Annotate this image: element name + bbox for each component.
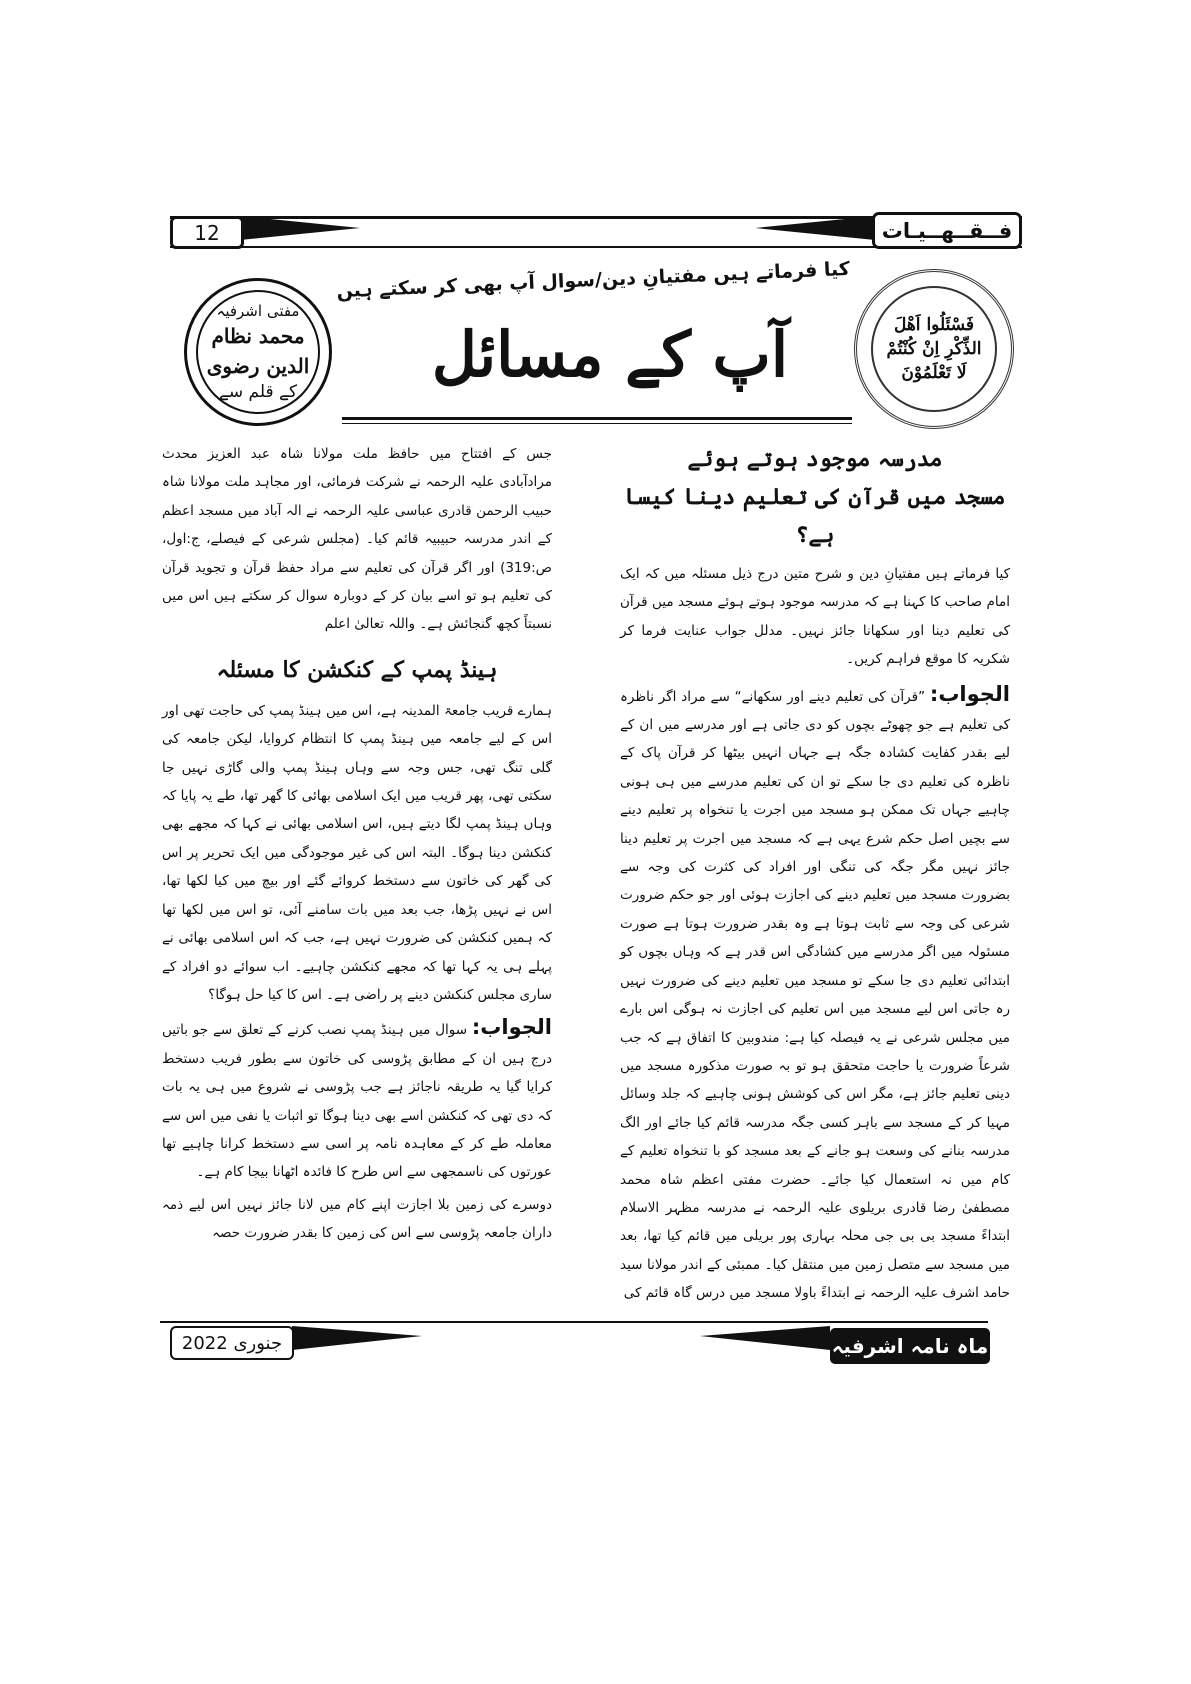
banner-title: آپ کے مسائل (431, 318, 789, 391)
footer-rule (160, 1321, 988, 1323)
author-byline: کے قلم سے (218, 382, 298, 402)
header-arrow-right (755, 206, 875, 250)
article2-question: ہمارے قریب جامعۃ المدینہ ہے، اس میں ہینڈ پمپ کی حاجت تھی اور اس کے لیے جامعہ میں ہینڈ پمپ کا انتظام کروایا، لیکن جامعہ کی گلی تنگ تھی، جس وجہ سے وہاں ہینڈ پمپ والی گاڑی نہیں جا سکتی تھی، پھر قریب میں ایک اسلامی بھائی کا گھر تھا، طے یہ پایا کہ وہاں ہینڈ پمپ لگا دیتے ہیں، اس اسلامی بھائی نے کہا کہ مجھے بھی کنکشن دینا ہوگا۔ البتہ اس کی غیر موجودگی میں ایک تحریر پر اس کی گھر کی خاتون سے دستخط کروائے گئے اور بیچ میں کیا لکھا تھا، اس نے نہیں پڑھا، جب بعد میں بات سامنے آئی، تو اس میں لکھا تھا کہ ہمیں کنکشن کی ضرورت نہیں ہے، جب کہ اس اسلامی بھائی نے پہلے ہی یہ کہا تھا کہ مجھے کنکشن چاہیے۔ اب سوائے دو افراد کے ساری مجلس کنکشن دینے پر راضی ہے۔ اس کا کیا حل ہوگا؟ (162, 702, 552, 1003)
page-number: 12 (170, 216, 244, 249)
article1-headline-line2: مسجد میں قرآن کی تعلیم دینا کیسا ہے؟ (624, 484, 1006, 548)
article1-question: کیا فرماتے ہیں مفتیانِ دین و شرح متین درج ذیل مسئلہ میں کہ ایک امام صاحب کا کہنا ہے کہ مدرسہ موجود ہوتے ہوئے مسجد میں قرآن کی تعلیم دینا اور سکھانا جائز نہیں۔ مدلل جواب عنایت فرما کر شکریہ کا موقع فراہم کریں۔ (620, 566, 1010, 668)
section-title: فــقــهــيـات (872, 212, 1022, 249)
author-name: محمد نظام الدین رضوی (206, 324, 310, 378)
article1-answer-body: ”قرآن کی تعلیم دینے اور سکھانے“ سے مراد اگر ناظرہ کی تعلیم ہے جو چھوٹے بچوں کو دی جاتی ہے اور مدرسے میں ان کے لیے بقدر کفایت کشادہ جگہ ہے جہاں انہیں بیٹھا کر قرآن پاک کے ناظرہ کی تعلیم دی جا سکے تو ان کی تعلیم مدرسے میں ہی ہونی چاہیے جہاں تک ممکن ہو مسجد میں اجرت یا تنخواہ پر تعلیم دینے سے بچیں اصل حکم شرع یہی ہے کہ مسجد میں اجرت پر تعلیم دینا جائز نہیں مگر جگہ کی تنگی اور افراد کی کثرت کی وجہ سے بضرورت مسجد میں تعلیم دینے کی اجازت ہوئی اور جو حکم ضرورت شرعی کی وجہ سے ثابت ہوتا ہے وہ بقدر ضرورت ہوتا ہے صورت مسئولہ میں اگر مدرسے میں کشادگی اس قدر ہے کہ وہاں بچوں کو ابتدائی تعلیم دی جا سکے تو مسجد میں تعلیم دینے کی ضرورت نہیں رہ جاتی اس لیے مسجد میں اس تعلیم کی اجازت نہ ہوگی اس بارے میں مجلس شرعی نے یہ فیصلہ کیا ہے: مندوبین کا اتفاق ہے کہ جب شرعاً ضرورت یا حاجت متحقق ہو تو بہ صورت مذکورہ مسجد میں دینی تعلیم جائز ہے، مگر اس کی کوشش ہونی چاہیے کہ جلد وسائل مہیا کر کے مسجد سے باہر کسی جگہ مدرسہ قائم کیا جائے اور الگ مدرسہ بنانے کی وسعت ہو جانے کے بعد مسجد کو با تنخواہ تعلیم کے کام میں نہ استعمال کیا جائے۔ حضرت مفتی اعظم شاہ محمد مصطفیٰ رضا قادری بریلوی علیہ الرحمہ نے مدرسہ مظہر الاسلام ابتداءً مسجد بی بی جی محلہ بہاری پور بریلی میں قائم کیا تھا، بعد میں مسجد سے متصل زمین میں منتقل کیا۔ ممبئی کے اندر مولانا سید حامد اشرف علیہ الرحمہ نے ابتداءً باولا مسجد میں درس گاہ قائم کی (620, 688, 1010, 1302)
seal-text: فَسْئَلُوا اَهْلَ الذِّكْرِ اِنْ كُنْتُمْ لَا تَعْلَمُوْنَ (871, 286, 997, 412)
calligraphy-seal (854, 269, 1014, 429)
article1-continuation: جس کے افتتاح میں حافظ ملت مولانا شاہ عبد العزیز محدث مرادآبادی علیہ الرحمہ نے شرکت فرمائی، اور مجاہد ملت مولانا شاہ حبیب الرحمن قادری عباسی علیہ الرحمہ نے الہ آباد میں مسجد اعظم کے اندر مدرسہ حبیبیہ قائم کیا۔ (مجلس شرعی کے فیصلے، ج:اول، ص:319) اور اگر قرآن کی تعلیم سے مراد حفظ قرآن و تجوید قرآن کی تعلیم ہو تو اسے بیان کر کے دوبارہ سوال کر سکتے ہیں اس میں نسبتاً کچھ گنجائش ہے۔ واللہ تعالیٰ اعلم (162, 446, 552, 633)
column-left (162, 440, 552, 1248)
author-title: مفتی اشرفیہ (216, 302, 300, 320)
article1-answer-label: الجواب: (929, 681, 1011, 706)
issue-date: جنوری 2022 (170, 1326, 294, 1360)
banner-rule (342, 417, 852, 420)
magazine-name: ماہ نامہ اشرفیہ (830, 1328, 990, 1364)
header-arrow-left (240, 206, 360, 250)
article2-answer-label: الجواب: (471, 1015, 552, 1040)
article1-headline-line1: مدرسہ موجود ہوتے ہوئے (687, 446, 943, 472)
banner-tagline: کیا فرماتے ہیں مفتیانِ دین/سوال آپ بھی کر سکتے ہیں (336, 257, 851, 303)
article2-headline: ہینڈ پمپ کے کنکشن کا مسئلہ (216, 656, 498, 683)
article2-answer-body: سوال میں ہینڈ پمپ نصب کرنے کے تعلق سے جو باتیں درج ہیں ان کے مطابق پڑوسی کی خاتون سے بطور فریب دستخط کرایا گیا یہ طریقہ ناجائز ہے جب پڑوسی نے شروع میں ہی یہ بات کہ دی تھی کہ کنکشن اسے بھی دینا ہوگا تو اثبات یا نفی میں اس سے معاملہ طے کر کے معاہدہ نامہ پر اسی سے دستخط کرانا چاہیے تھا عورتوں کی ناسمجھی سے اس طرح کا فائدہ اٹھانا بیجا کام ہے۔ (162, 1022, 552, 1181)
footer-arrow-left (292, 1322, 422, 1362)
footer-arrow-right (700, 1322, 830, 1362)
article2-paragraph: دوسرے کی زمین بلا اجازت اپنے کام میں لانا جائز نہیں اس لیے ذمہ داران جامعہ پڑوسی سے اس کی زمین کا بقدر ضرورت حصہ (162, 1196, 552, 1242)
banner-rule-thin (342, 423, 852, 424)
column-right (620, 440, 1010, 1308)
author-seal (184, 278, 332, 426)
